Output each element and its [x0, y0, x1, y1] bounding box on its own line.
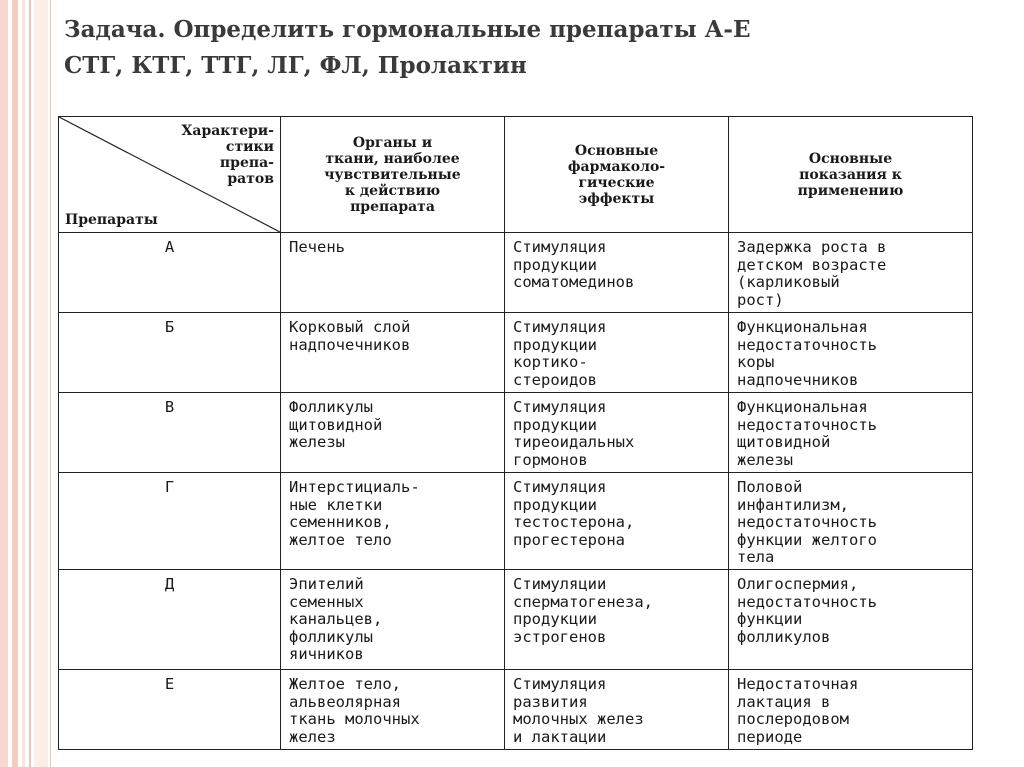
drug-cell: Г: [59, 473, 281, 570]
effects-cell: Стимуляция продукции тестостерона, прогестерона: [505, 473, 729, 570]
table-row: [59, 233, 973, 313]
indications-cell: Функциональная недостаточность щитовидной железы: [729, 393, 973, 473]
table-row: [59, 670, 973, 750]
organs-cell: Фолликулы щитовидной железы: [281, 393, 505, 473]
decorative-stripe: [12, 0, 18, 767]
title-line-2: СТГ, КТГ, ТТГ, ЛГ, ФЛ, Пролактин: [64, 52, 527, 79]
table-row: [59, 313, 973, 393]
drug-cell: В: [59, 393, 281, 473]
indications-cell: Задержка роста в детском возрасте (карликовый рост): [729, 233, 973, 313]
corner-header-cell: [59, 117, 281, 233]
indications-cell: Половой инфантилизм, недостаточность функции желтого тела: [729, 473, 973, 570]
drug-cell: А: [59, 233, 281, 313]
decorative-stripe: [29, 0, 31, 767]
indications-cell: Функциональная недостаточность коры надпочечников: [729, 313, 973, 393]
table-row: [59, 570, 973, 670]
table-row: [59, 393, 973, 473]
decorative-stripe: [22, 0, 25, 767]
indications-cell: Олигоспермия, недостаточность функции фолликулов: [729, 570, 973, 670]
decorative-stripe: [34, 0, 48, 767]
drug-cell: Д: [59, 570, 281, 670]
decorative-stripe: [0, 0, 8, 767]
header-indications: Основные показания к применению: [729, 117, 973, 233]
effects-cell: Стимуляция продукции соматомединов: [505, 233, 729, 313]
header-organs: Органы и ткани, наиболее чувствительные к действию препарата: [281, 117, 505, 233]
organs-cell: Эпителий семенных канальцев, фолликулы яичников: [281, 570, 505, 670]
header-effects: Основные фармаколо- гические эффекты: [505, 117, 729, 233]
header-row: [59, 117, 973, 233]
decorative-stripe: [50, 0, 51, 767]
title-line-1: Задача. Определить гормональные препараты А-Е: [64, 16, 751, 43]
corner-drugs-label: Препараты: [65, 212, 158, 228]
drug-cell: Е: [59, 670, 281, 750]
effects-cell: Стимуляции сперматогенеза, продукции эстрогенов: [505, 570, 729, 670]
organs-cell: Корковый слой надпочечников: [281, 313, 505, 393]
table-row: [59, 473, 973, 570]
drug-cell: Б: [59, 313, 281, 393]
effects-cell: Стимуляция продукции тиреоидальных гормонов: [505, 393, 729, 473]
hormone-table: [58, 116, 973, 750]
indications-cell: Недостаточная лактация в послеродовом периоде: [729, 670, 973, 750]
effects-cell: Стимуляция развития молочных желез и лактации: [505, 670, 729, 750]
organs-cell: Печень: [281, 233, 505, 313]
corner-characteristics-label: Характери- стики препа- ратов: [181, 123, 274, 187]
organs-cell: Интерстициаль- ные клетки семенников, желтое тело: [281, 473, 505, 570]
effects-cell: Стимуляция продукции кортико- стероидов: [505, 313, 729, 393]
organs-cell: Желтое тело, альвеолярная ткань молочных желез: [281, 670, 505, 750]
slide-title: [64, 12, 964, 84]
